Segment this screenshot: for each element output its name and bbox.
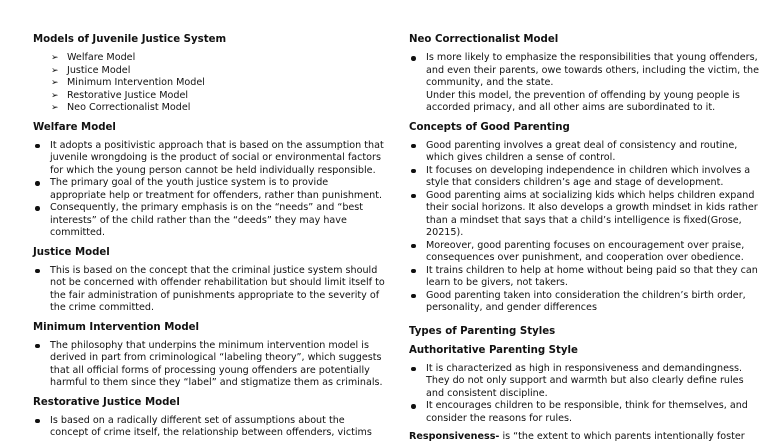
justice-bullet: This is based on the concept that the criminal justice system should not be concerned with offender rehabilitation but should limit itself to the fair administration of punishments appropriate to the severity of the crime committed. <box>33 265 378 315</box>
bullet-dot-icon <box>35 144 40 149</box>
arrow-bullet-icon: ➢ <box>51 53 59 63</box>
bullet-dot-icon <box>411 56 416 61</box>
welfare-bullet: Consequently, the primary emphasis is on the “needs” and “best interests” of the child rather than the “deeds” they may have committed. <box>33 202 378 240</box>
models-list-item: ➢ Justice Model <box>51 64 131 76</box>
bullet-dot-icon <box>411 367 416 372</box>
arrow-bullet-icon: ➢ <box>51 78 59 88</box>
restorative-bullet: Is based on a radically different set of assumptions about the concept of crime itself, the relationship between offenders, victims <box>33 415 378 440</box>
bullet-dot-icon <box>411 294 416 299</box>
arrow-bullet-icon: ➢ <box>51 103 59 113</box>
bullet-dot-icon <box>35 419 40 424</box>
good-parenting-bullet: Good parenting aims at socializing kids which helps children expand their social horizons. It also develops a growth mindset in kids rather than a mindset that says that a child’s intelligence is fixed(Grose, 20215). <box>409 190 757 240</box>
neo-correctionalist-bullet: Is more likely to emphasize the responsibilities that young offenders, and even their parents, owe towards others, including the victim, the community, and the state. Under this model, the prevention of offending by young people is accorded primacy, and all other aims are subordinated to it. <box>409 52 757 115</box>
good-parenting-list <box>409 140 757 315</box>
bullet-dot-icon <box>411 194 416 199</box>
good-parenting-bullet: It focuses on developing independence in children which involves a style that considers children’s age and stage of development. <box>409 165 757 190</box>
models-list-item: ➢ Neo Correctionalist Model <box>51 102 191 113</box>
welfare-bullet: It adopts a positivistic approach that is based on the assumption that juvenile wrongdoing is the product of social or environmental factors for which the young person cannot be held individually responsible. <box>33 140 378 178</box>
responsiveness-paragraph <box>409 431 757 444</box>
minimum-intervention-bullet: The philosophy that underpins the minimum intervention model is derived in part from criminological “labeling theory”, which suggests that all official forms of processing young offenders are potentially harmful to them since they “label” and stigmatize them as criminals. <box>33 340 378 390</box>
neo-correctionalist-heading: Neo Correctionalist Model <box>409 34 559 45</box>
arrow-bullet-icon: ➢ <box>51 90 59 101</box>
bullet-dot-icon <box>411 144 416 149</box>
models-list-item: ➢ Minimum Intervention Model <box>51 77 205 88</box>
minimum-intervention-list <box>33 339 383 390</box>
authoritative-heading: Authoritative Parenting Style <box>409 344 578 356</box>
authoritative-bullet: It is characterized as high in responsiveness and demandingness. They do not only support and warmth but also clearly define rules and consistent discipline. <box>409 363 757 401</box>
models-heading: Models of Juvenile Justice System <box>33 34 227 45</box>
bullet-dot-icon <box>35 181 40 186</box>
left-column <box>33 33 385 446</box>
bullet-dot-icon <box>411 269 416 274</box>
parenting-styles-heading: Types of Parenting Styles <box>409 325 556 337</box>
authoritative-bullet: It encourages children to be responsible, think for themselves, and consider the reasons for rules. <box>409 400 757 425</box>
justice-heading: Justice Model <box>33 246 110 258</box>
good-parenting-heading: Concepts of Good Parenting <box>409 121 570 133</box>
restorative-list <box>33 415 378 440</box>
responsiveness-term: Responsiveness- <box>409 431 500 442</box>
welfare-bullet: The primary goal of the youth justice system is to provide appropriate help or treatment for offenders, rather than punishment. <box>33 177 378 202</box>
bullet-dot-icon <box>411 244 416 249</box>
justice-list <box>33 264 385 315</box>
good-parenting-bullet: Moreover, good parenting focuses on encouragement over praise, consequences over punishment, and cooperation over obedience. <box>409 240 757 265</box>
bullet-dot-icon <box>35 206 40 211</box>
good-parenting-bullet: Good parenting involves a great deal of consistency and routine, which gives children a sense of control. <box>409 140 757 165</box>
bullet-dot-icon <box>411 169 416 174</box>
models-list-item: ➢ Restorative Justice Model <box>51 89 189 101</box>
bullet-dot-icon <box>35 344 40 349</box>
welfare-list <box>33 139 384 240</box>
models-list-item: ➢ Welfare Model <box>51 52 136 63</box>
authoritative-list <box>409 363 757 426</box>
bullet-dot-icon <box>35 269 40 274</box>
models-list <box>33 52 378 115</box>
good-parenting-bullet: It trains children to help at home without being paid so that they can learn to be givers, not takers. <box>409 265 757 290</box>
neo-correctionalist-list <box>409 52 760 115</box>
minimum-intervention-heading: Minimum Intervention Model <box>33 321 200 333</box>
good-parenting-bullet: Good parenting taken into consideration the children’s birth order, personality, and gender differences <box>409 290 757 315</box>
right-column <box>409 33 760 444</box>
welfare-heading: Welfare Model <box>33 121 116 133</box>
restorative-heading: Restorative Justice Model <box>33 396 180 408</box>
responsiveness-definition: is “the extent to which parents intentionally foster <box>499 431 745 442</box>
bullet-dot-icon <box>411 404 416 409</box>
arrow-bullet-icon: ➢ <box>51 65 59 76</box>
